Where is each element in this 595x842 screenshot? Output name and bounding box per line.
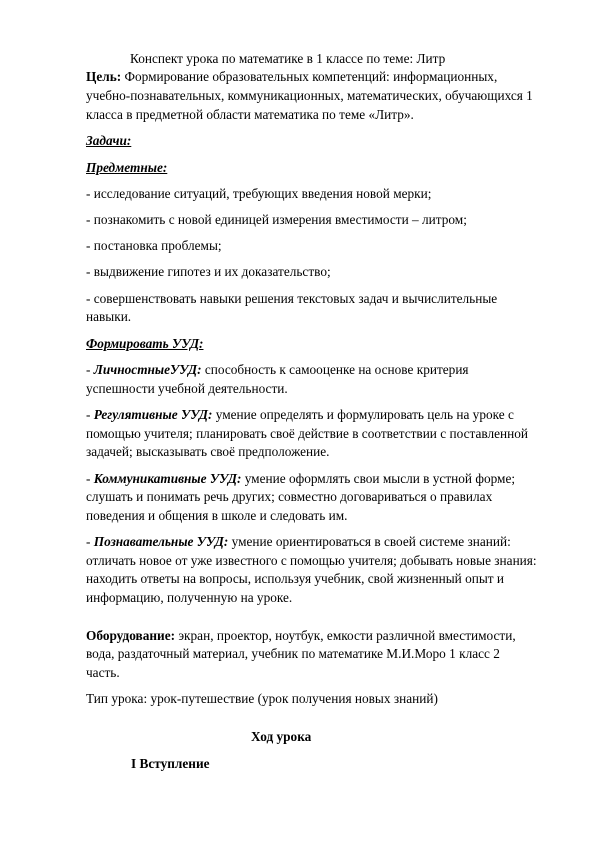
cognitive-uud-line-1 [86,534,511,550]
tasks-heading: Задачи: [86,133,132,148]
uud-heading: Формировать УУД: [86,336,204,351]
communicative-uud-line-3: поведения и общения в школе и следовать им. [86,508,348,523]
personal-uud-line-1 [86,362,469,378]
goal-line-1 [86,69,497,85]
cognitive-uud-line-3: находить ответы на вопросы, используя учебник, свой жизненный опыт и [86,571,505,586]
bullet-prefix: - [86,362,94,377]
equipment-line-1 [86,628,516,644]
goal-label: Цель: [86,69,122,84]
subject-item: - познакомить с новой единицей измерения вместимости – литром; [86,212,467,227]
cognitive-uud-line-2: отличать новое от уже известного с помощью учителя; добывать новые знания: [86,553,537,568]
section-heading: I Вступление [131,756,210,771]
lesson-type: Тип урока: урок-путешествие (урок получения новых знаний) [86,691,438,706]
subject-item-cont: навыки. [86,309,132,324]
cognitive-uud-label: Познавательные УУД: [93,534,229,549]
bullet-prefix: - [86,534,94,549]
regulatory-uud-text: умение определять и формулировать цель на уроке с [212,407,514,422]
regulatory-uud-line-1 [86,407,514,423]
regulatory-uud-line-3: задачей; высказывать своё предположение. [86,444,330,459]
personal-uud-line-2: успешности учебной деятельности. [86,381,288,396]
subject-item: - постановка проблемы; [86,238,222,253]
equipment-text: экран, проектор, ноутбук, емкости различной вместимости, [175,628,516,643]
subject-item: - совершенствовать навыки решения текстовых задач и вычислительные [86,291,498,306]
equipment-line-3: часть. [86,665,120,680]
personal-uud-text: способность к самооценке на основе критерия [201,362,469,377]
regulatory-uud-label: Регулятивные УУД: [93,407,213,422]
subject-item: - выдвижение гипотез и их доказательство; [86,264,331,279]
subject-heading: Предметные: [86,160,168,175]
equipment-label: Оборудование: [86,628,176,643]
communicative-uud-label: Коммуникативные УУД: [93,471,242,486]
goal-line-2: учебно-познавательных, коммуникационных, математических, обучающихся 1 [86,88,533,103]
equipment-line-2: вода, раздаточный материал, учебник по математике М.И.Моро 1 класс 2 [86,646,500,661]
subject-item: - исследование ситуаций, требующих введения новой мерки; [86,186,432,201]
communicative-uud-line-1 [86,471,515,487]
regulatory-uud-line-2: помощью учителя; планировать своё действие в соответствии с поставленной [86,426,528,441]
doc-title: Конспект урока по математике в 1 классе по теме: Литр [130,51,446,66]
bullet-prefix: - [86,407,94,422]
communicative-uud-line-2: слушать и понимать речь других; совместно договариваться о правилах [86,489,493,504]
cognitive-uud-text: умение ориентироваться в своей системе знаний: [228,534,511,549]
personal-uud-label: ЛичностныеУУД: [93,362,202,377]
goal-text: Формирование образовательных компетенций: информационных, [121,69,498,84]
cognitive-uud-line-4: информацию, полученную на уроке. [86,590,293,605]
goal-line-3: класса в предметной области математика по теме «Литр». [86,107,414,122]
course-heading: Ход урока [251,729,312,744]
communicative-uud-text: умение оформлять свои мысли в устной форме; [241,471,516,486]
bullet-prefix: - [86,471,94,486]
